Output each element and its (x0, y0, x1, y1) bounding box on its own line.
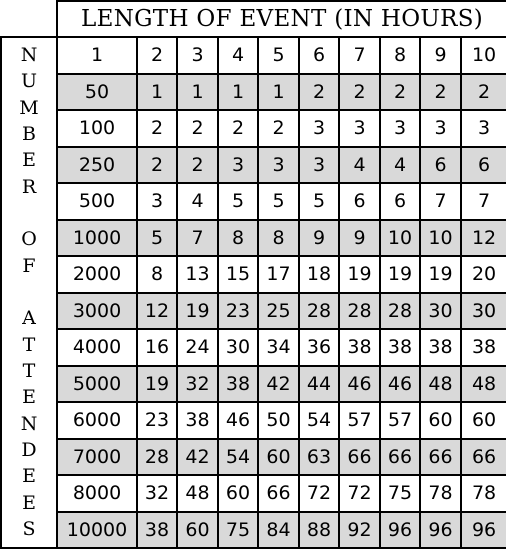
side-label-letter: D (21, 438, 37, 461)
value-cell: 60 (218, 475, 258, 512)
value-cell: 2 (258, 110, 299, 147)
attendees-cell: 500 (57, 183, 137, 220)
value-cell: 96 (420, 512, 461, 549)
value-cell: 60 (258, 439, 299, 476)
value-cell: 3 (461, 110, 506, 147)
value-cell: 75 (218, 512, 258, 549)
value-cell: 9 (299, 220, 339, 257)
side-label-letter: M (19, 96, 39, 119)
value-cell: 15 (218, 256, 258, 293)
value-cell: 18 (299, 256, 339, 293)
value-cell: 46 (339, 366, 380, 403)
value-cell: 96 (461, 512, 506, 549)
value-cell: 3 (137, 183, 177, 220)
value-cell: 2 (461, 74, 506, 111)
value-cell: 2 (420, 74, 461, 111)
table-row (1, 366, 506, 403)
value-cell: 1 (177, 74, 218, 111)
value-cell: 10 (420, 220, 461, 257)
value-cell: 5 (299, 183, 339, 220)
side-label-letter: E (22, 386, 36, 409)
hours-header-cell: 8 (380, 37, 420, 74)
value-cell: 28 (339, 293, 380, 330)
value-cell: 48 (177, 475, 218, 512)
attendees-cell: 250 (57, 147, 137, 184)
table-row (1, 74, 506, 111)
value-cell: 2 (177, 147, 218, 184)
value-cell: 38 (137, 512, 177, 549)
value-cell: 6 (339, 183, 380, 220)
attendees-cell: 2000 (57, 256, 137, 293)
value-cell: 6 (380, 183, 420, 220)
attendees-cell: 4000 (57, 329, 137, 366)
table-row (1, 183, 506, 220)
value-cell: 12 (137, 293, 177, 330)
hours-header-row (1, 37, 506, 74)
value-cell: 3 (299, 147, 339, 184)
value-cell: 6 (420, 147, 461, 184)
value-cell: 28 (137, 439, 177, 476)
value-cell: 28 (380, 293, 420, 330)
value-cell: 32 (177, 366, 218, 403)
value-cell: 54 (218, 439, 258, 476)
value-cell: 92 (339, 512, 380, 549)
side-label-letter: U (20, 70, 37, 93)
side-label-stack (2, 46, 56, 539)
value-cell: 8 (218, 220, 258, 257)
hours-header-cell: 2 (137, 37, 177, 74)
value-cell: 66 (420, 439, 461, 476)
side-label-letter: N (20, 44, 38, 66)
value-cell: 60 (420, 402, 461, 439)
value-cell: 30 (218, 329, 258, 366)
value-cell: 66 (380, 439, 420, 476)
value-cell: 25 (258, 293, 299, 330)
value-cell: 78 (461, 475, 506, 512)
value-cell: 72 (299, 475, 339, 512)
value-cell: 5 (137, 220, 177, 257)
value-cell: 9 (339, 220, 380, 257)
attendees-cell: 6000 (57, 402, 137, 439)
value-cell: 2 (339, 74, 380, 111)
value-cell: 7 (177, 220, 218, 257)
value-cell: 84 (258, 512, 299, 549)
value-cell: 30 (461, 293, 506, 330)
value-cell: 44 (299, 366, 339, 403)
value-cell: 13 (177, 256, 218, 293)
attendees-cell: 5000 (57, 366, 137, 403)
value-cell: 19 (339, 256, 380, 293)
value-cell: 4 (380, 147, 420, 184)
value-cell: 46 (218, 402, 258, 439)
side-label-letter: R (21, 175, 37, 198)
value-cell: 19 (420, 256, 461, 293)
attendees-cell: 10000 (57, 512, 137, 549)
value-cell: 2 (380, 74, 420, 111)
value-cell: 6 (461, 147, 506, 184)
value-cell: 54 (299, 402, 339, 439)
side-label-letter: E (22, 149, 36, 172)
value-cell: 38 (177, 402, 218, 439)
value-cell: 48 (420, 366, 461, 403)
value-cell: 60 (461, 402, 506, 439)
table-body (1, 37, 506, 548)
value-cell: 63 (299, 439, 339, 476)
value-cell: 3 (380, 110, 420, 147)
value-cell: 36 (299, 329, 339, 366)
table-row (1, 110, 506, 147)
hours-header-cell: 10 (461, 37, 506, 74)
value-cell: 38 (461, 329, 506, 366)
value-cell: 34 (258, 329, 299, 366)
side-label-letter: F (22, 254, 36, 277)
value-cell: 10 (380, 220, 420, 257)
table-row (1, 293, 506, 330)
value-cell: 19 (380, 256, 420, 293)
value-cell: 16 (137, 329, 177, 366)
value-cell: 2 (299, 74, 339, 111)
attendees-cell: 7000 (57, 439, 137, 476)
value-cell: 3 (420, 110, 461, 147)
side-label-letter: T (22, 359, 36, 382)
value-cell: 42 (258, 366, 299, 403)
value-cell: 7 (461, 183, 506, 220)
value-cell: 7 (420, 183, 461, 220)
value-cell: 3 (339, 110, 380, 147)
hours-header-cell: 9 (420, 37, 461, 74)
value-cell: 2 (177, 110, 218, 147)
value-cell: 48 (461, 366, 506, 403)
hours-header-cell: 1 (57, 37, 137, 74)
table-row (1, 475, 506, 512)
value-cell: 72 (339, 475, 380, 512)
side-label-letter: S (22, 517, 36, 540)
value-cell: 66 (258, 475, 299, 512)
value-cell: 60 (177, 512, 218, 549)
table-row (1, 402, 506, 439)
corner-cell (1, 1, 57, 37)
value-cell: 66 (461, 439, 506, 476)
hours-header-cell: 7 (339, 37, 380, 74)
value-cell: 23 (137, 402, 177, 439)
value-cell: 38 (420, 329, 461, 366)
value-cell: 3 (218, 147, 258, 184)
hours-header-cell: 6 (299, 37, 339, 74)
value-cell: 3 (258, 147, 299, 184)
value-cell: 5 (218, 183, 258, 220)
value-cell: 1 (137, 74, 177, 111)
value-cell: 32 (137, 475, 177, 512)
hours-header-cell: 4 (218, 37, 258, 74)
value-cell: 38 (218, 366, 258, 403)
value-cell: 75 (380, 475, 420, 512)
table-row (1, 256, 506, 293)
hours-header-cell: 5 (258, 37, 299, 74)
attendees-cell: 8000 (57, 475, 137, 512)
value-cell: 19 (137, 366, 177, 403)
value-cell: 1 (258, 74, 299, 111)
value-cell: 3 (299, 110, 339, 147)
table-row (1, 439, 506, 476)
value-cell: 12 (461, 220, 506, 257)
attendees-cell: 1000 (57, 220, 137, 257)
value-cell: 17 (258, 256, 299, 293)
value-cell: 2 (218, 110, 258, 147)
value-cell: 96 (380, 512, 420, 549)
value-cell: 50 (258, 402, 299, 439)
value-cell: 2 (137, 147, 177, 184)
value-cell: 57 (339, 402, 380, 439)
value-cell: 20 (461, 256, 506, 293)
side-label-letter: A (22, 307, 36, 330)
hours-header-cell: 3 (177, 37, 218, 74)
value-cell: 57 (380, 402, 420, 439)
value-cell: 28 (299, 293, 339, 330)
value-cell: 88 (299, 512, 339, 549)
side-label-letter: E (22, 491, 36, 514)
value-cell: 30 (420, 293, 461, 330)
value-cell: 4 (339, 147, 380, 184)
table-row (1, 329, 506, 366)
value-cell: 24 (177, 329, 218, 366)
table-row (1, 147, 506, 184)
value-cell: 78 (420, 475, 461, 512)
attendees-cell: 50 (57, 74, 137, 111)
value-cell: 66 (339, 439, 380, 476)
value-cell: 42 (177, 439, 218, 476)
side-label-letter: E (22, 465, 36, 488)
table-row (1, 220, 506, 257)
side-label-letter: B (22, 122, 36, 145)
value-cell: 2 (137, 110, 177, 147)
side-label-letter: N (20, 412, 38, 435)
value-cell: 19 (177, 293, 218, 330)
value-cell: 8 (258, 220, 299, 257)
side-label-letter: O (21, 228, 37, 251)
value-cell: 4 (177, 183, 218, 220)
value-cell: 1 (218, 74, 258, 111)
value-cell: 23 (218, 293, 258, 330)
attendees-cell: 100 (57, 110, 137, 147)
number-of-attendees-label (1, 37, 57, 548)
side-label-letter: T (22, 333, 36, 356)
value-cell: 8 (137, 256, 177, 293)
value-cell: 5 (258, 183, 299, 220)
value-cell: 38 (380, 329, 420, 366)
value-cell: 46 (380, 366, 420, 403)
table-title: LENGTH OF EVENT (IN HOURS) (57, 1, 506, 37)
attendees-cell: 3000 (57, 293, 137, 330)
value-cell: 38 (339, 329, 380, 366)
